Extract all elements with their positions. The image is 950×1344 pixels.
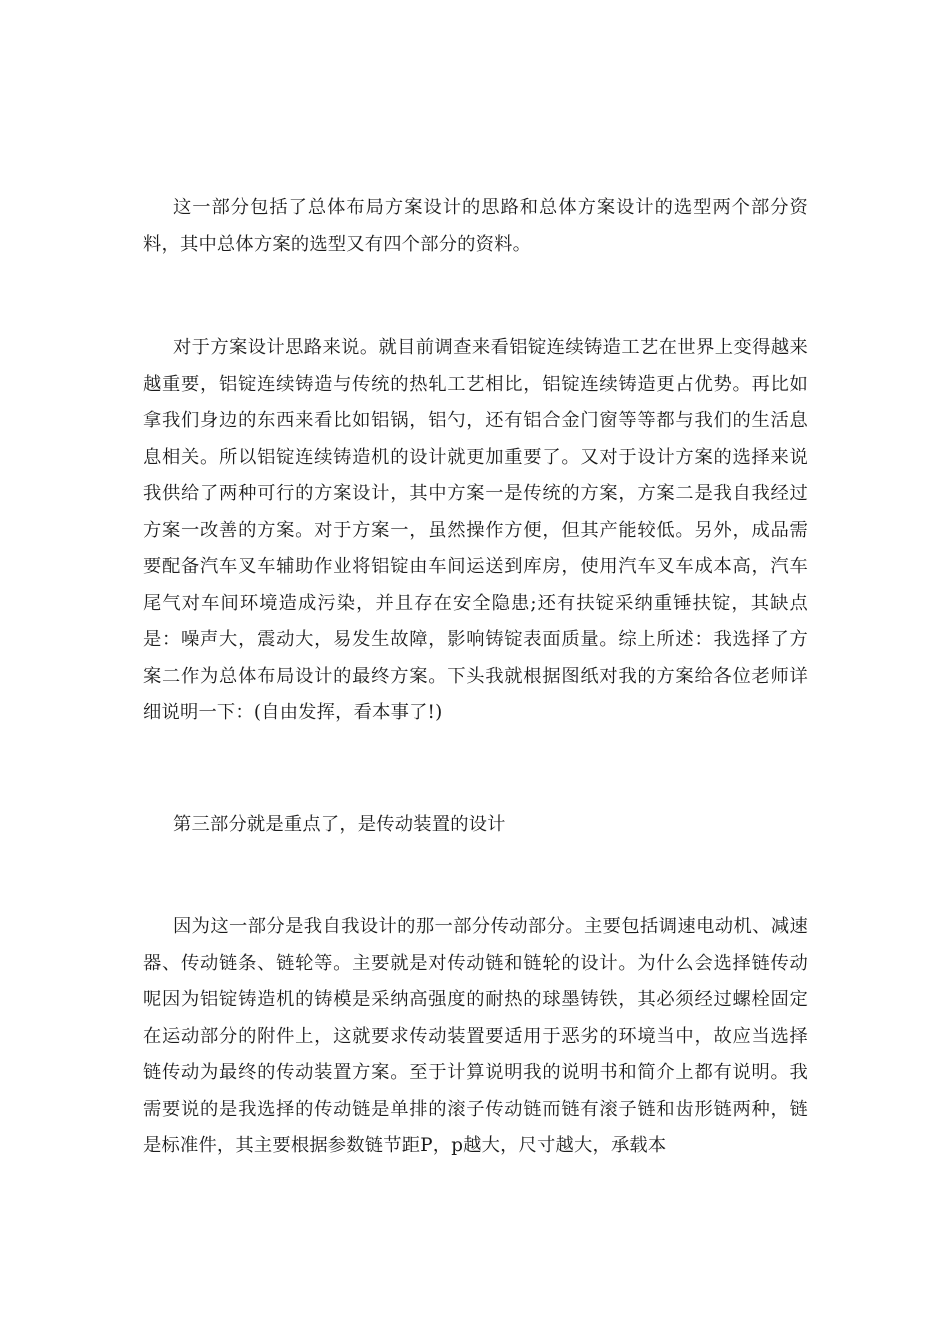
paragraph-overview: 这一部分包括了总体布局方案设计的思路和总体方案设计的选型两个部分资料，其中总体方案的选型又有四个部分的资料。 xyxy=(143,197,808,255)
paragraph-transmission-design: 因为这一部分是我自我设计的那一部分传动部分。主要包括调速电动机、减速器、传动链条、链轮等。主要就是对传动链和链轮的设计。为什么会选择链传动呢因为铝锭铸造机的铸模是采纳高强度的耐热的球墨铸铁，其必须经过螺栓固定在运动部分的附件上，这就要求传动装置要适用于恶劣的环境当中，故应当选择链传动为最终的传动装置方案。至于计算说明我的说明书和简介上都有说明。我需要说的是我选择的传动链是单排的滚子传动链而链有滚子链和齿形链两种，链是标准件，其主要根据参数链节距P，p越大，尺寸越大，承载本 xyxy=(143,916,808,1156)
paragraph-part-three-heading: 第三部分就是重点了，是传动装置的设计 xyxy=(173,814,506,835)
paragraph-design-approach: 对于方案设计思路来说。就目前调查来看铝锭连续铸造工艺在世界上变得越来越重要，铝锭连续铸造与传统的热轧工艺相比，铝锭连续铸造更占优势。再比如拿我们身边的东西来看比如铝锅，铝勺，还有铝合金门窗等等都与我们的生活息息相关。所以铝锭连续铸造机的设计就更加重要了。又对于设计方案的选择来说我供给了两种可行的方案设计，其中方案一是传统的方案，方案二是我自我经过方案一改善的方案。对于方案一，虽然操作方便，但其产能较低。另外，成品需要配备汽车叉车辅助作业将铝锭由车间运送到库房，使用汽车叉车成本高，汽车尾气对车间环境造成污染，并且存在安全隐患;还有扶锭采纳重锤扶锭，其缺点是：噪声大，震动大，易发生故障，影响铸锭表面质量。综上所述：我选择了方案二作为总体布局设计的最终方案。下头我就根据图纸对我的方案给各位老师详细说明一下：(自由发挥，看本事了!) xyxy=(143,337,808,723)
